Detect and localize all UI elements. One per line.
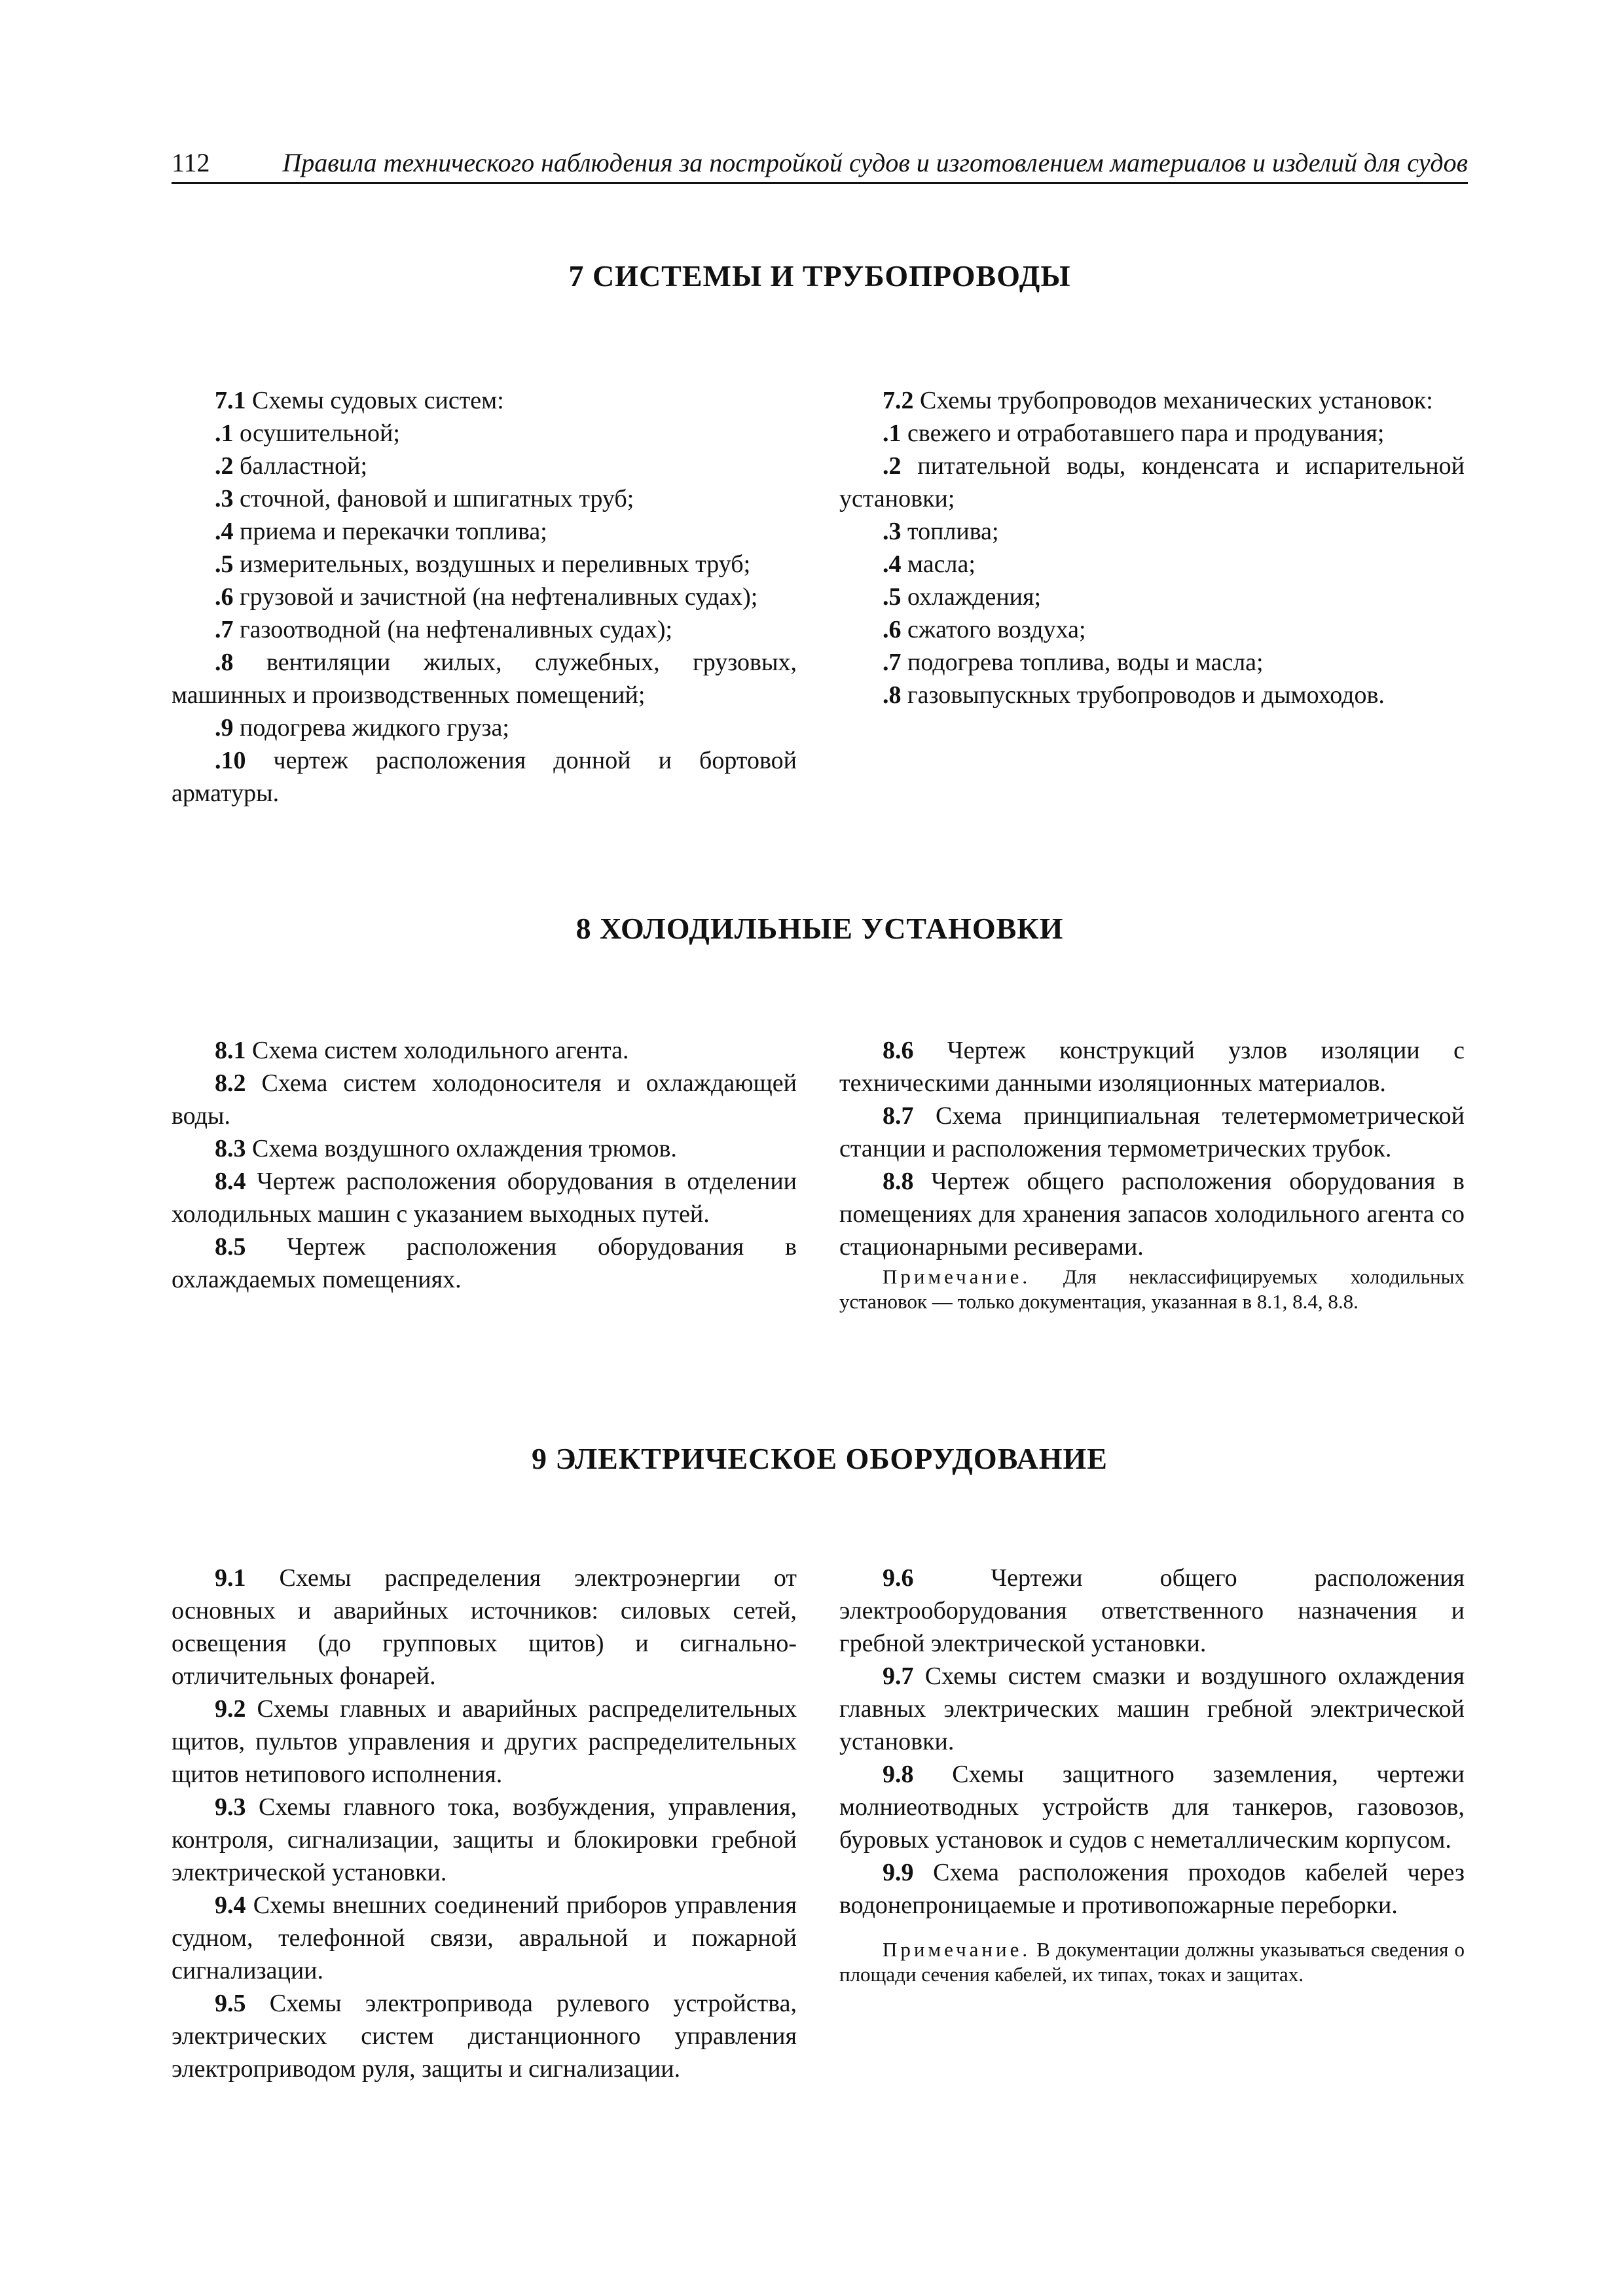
clause-7-1: 7.1 Схемы судовых систем: <box>215 387 504 414</box>
list-item: .8 газовыпускных трубопроводов и дымоходов. <box>883 681 1385 709</box>
section-9-left-column <box>172 1562 797 2085</box>
list-item: .2 балластной; <box>215 452 368 480</box>
note-text: В документации должны указываться сведения о площади сечения кабелей, их типах, токах и защитах. <box>839 1938 1465 1986</box>
section-8-right-column <box>839 1034 1465 1314</box>
clause-9-2: 9.2 Схемы главных и аварийных распределительных щитов, пультов управления и других распределительных щитов нетипового исполнения. <box>172 1695 797 1788</box>
section-8-left-column <box>172 1034 797 1296</box>
clause-8-7: 8.7 Схема принципиальная телетермометрической станции и расположения термометрических трубок. <box>839 1102 1465 1162</box>
list-item: .6 сжатого воздуха; <box>883 616 1086 643</box>
list-item: .7 подогрева топлива, воды и масла; <box>883 649 1264 676</box>
clause-9-8: 9.8 Схемы защитного заземления, чертежи молниеотводных устройств для танкеров, газовозов, буровых установок и судов с неметаллическим корпусом. <box>839 1761 1465 1854</box>
list-item: .4 масла; <box>883 550 976 578</box>
clause-8-3: 8.3 Схема воздушного охлаждения трюмов. <box>215 1135 677 1162</box>
clause-7-2: 7.2 Схемы трубопроводов механических установок: <box>883 387 1433 414</box>
list-item: .6 грузовой и зачистной (на нефтеналивных судах); <box>215 583 758 611</box>
list-item: .9 подогрева жидкого груза; <box>215 714 509 742</box>
clause-8-4: 8.4 Чертеж расположения оборудования в отделении холодильных машин с указанием выходных путей. <box>172 1168 797 1228</box>
running-title: Правила технического наблюдения за постройкой судов и изготовлением материалов и изделий для судов <box>282 148 1468 177</box>
list-item: .3 сточной, фановой и шпигатных труб; <box>215 485 634 512</box>
section-9-note <box>839 1937 1465 1987</box>
clause-8-5: 8.5 Чертеж расположения оборудования в охлаждаемых помещениях. <box>172 1233 797 1293</box>
clause-9-6: 9.6 Чертежи общего расположения электрооборудования ответственного назначения и гребной электрической установки. <box>839 1564 1465 1657</box>
note-label: Примечание. <box>883 1265 1031 1288</box>
note-text: Для неклассифицируемых холодильных установок — только документация, указанная в 8.1, 8.4, 8.8. <box>839 1265 1465 1313</box>
section-8-note <box>839 1265 1465 1314</box>
clause-9-1: 9.1 Схемы распределения электроэнергии от основных и аварийных источников: силовых сетей, освещения (до групповых щитов) и сигнально-отличительных фонарей. <box>172 1564 797 1690</box>
section-8-title: 8 ХОЛОДИЛЬНЫЕ УСТАНОВКИ <box>575 912 1064 945</box>
section-7-left-column <box>172 384 797 810</box>
clause-9-9: 9.9 Схема расположения проходов кабелей через водонепроницаемые и противопожарные переборки. <box>839 1859 1465 1919</box>
page-header <box>172 143 1468 184</box>
list-item: .1 осушительной; <box>215 420 400 447</box>
list-item: .5 измерительных, воздушных и переливных труб; <box>215 550 751 578</box>
section-8 <box>172 911 1468 1313</box>
section-9-right-column <box>839 1562 1465 1987</box>
clause-8-6: 8.6 Чертеж конструкций узлов изоляции с техническими данными изоляционных материалов. <box>839 1037 1465 1097</box>
clause-number: 7.2 <box>883 387 914 414</box>
clause-8-8: 8.8 Чертеж общего расположения оборудования в помещениях для хранения запасов холодильного агента со стационарными ресиверами. <box>839 1168 1465 1261</box>
list-item: .8 вентиляции жилых, служебных, грузовых, машинных и производственных помещений; <box>172 649 797 709</box>
section-9 <box>172 1441 1468 2083</box>
list-item: .4 приема и перекачки топлива; <box>215 518 547 545</box>
section-7-right-column <box>839 384 1465 711</box>
clause-8-2: 8.2 Схема систем холодоносителя и охлаждающей воды. <box>172 1069 797 1130</box>
page-number: 112 <box>172 148 210 177</box>
clause-number: 7.1 <box>215 387 246 414</box>
list-item: .5 охлаждения; <box>883 583 1042 611</box>
clause-9-5: 9.5 Схемы электропривода рулевого устройства, электрических систем дистанционного управления электроприводом руля, защиты и сигнализации. <box>172 1990 797 2083</box>
section-7-title: 7 СИСТЕМЫ И ТРУБОПРОВОДЫ <box>568 259 1071 293</box>
list-item: .1 свежего и отработавшего пара и продувания; <box>883 420 1385 447</box>
clause-8-1: 8.1 Схема систем холодильного агента. <box>215 1037 629 1064</box>
clause-9-7: 9.7 Схемы систем смазки и воздушного охлаждения главных электрических машин гребной электрической установки. <box>839 1662 1465 1755</box>
list-item: .10 чертеж расположения донной и бортовой арматуры. <box>172 747 797 807</box>
list-item: .7 газоотводной (на нефтеналивных судах); <box>215 616 673 643</box>
list-item: .2 питательной воды, конденсата и испарительной установки; <box>839 452 1465 512</box>
section-9-title: 9 ЭЛЕКТРИЧЕСКОЕ ОБОРУДОВАНИЕ <box>532 1442 1108 1475</box>
note-label: Примечание. <box>883 1938 1031 1961</box>
list-item: .3 топлива; <box>883 518 999 545</box>
section-7 <box>172 259 1468 807</box>
clause-9-4: 9.4 Схемы внешних соединений приборов управления судном, телефонной связи, авральной и пожарной сигнализации. <box>172 1892 797 1984</box>
clause-9-3: 9.3 Схемы главного тока, возбуждения, управления, контроля, сигнализации, защиты и блокировки гребной электрической установки. <box>172 1793 797 1886</box>
